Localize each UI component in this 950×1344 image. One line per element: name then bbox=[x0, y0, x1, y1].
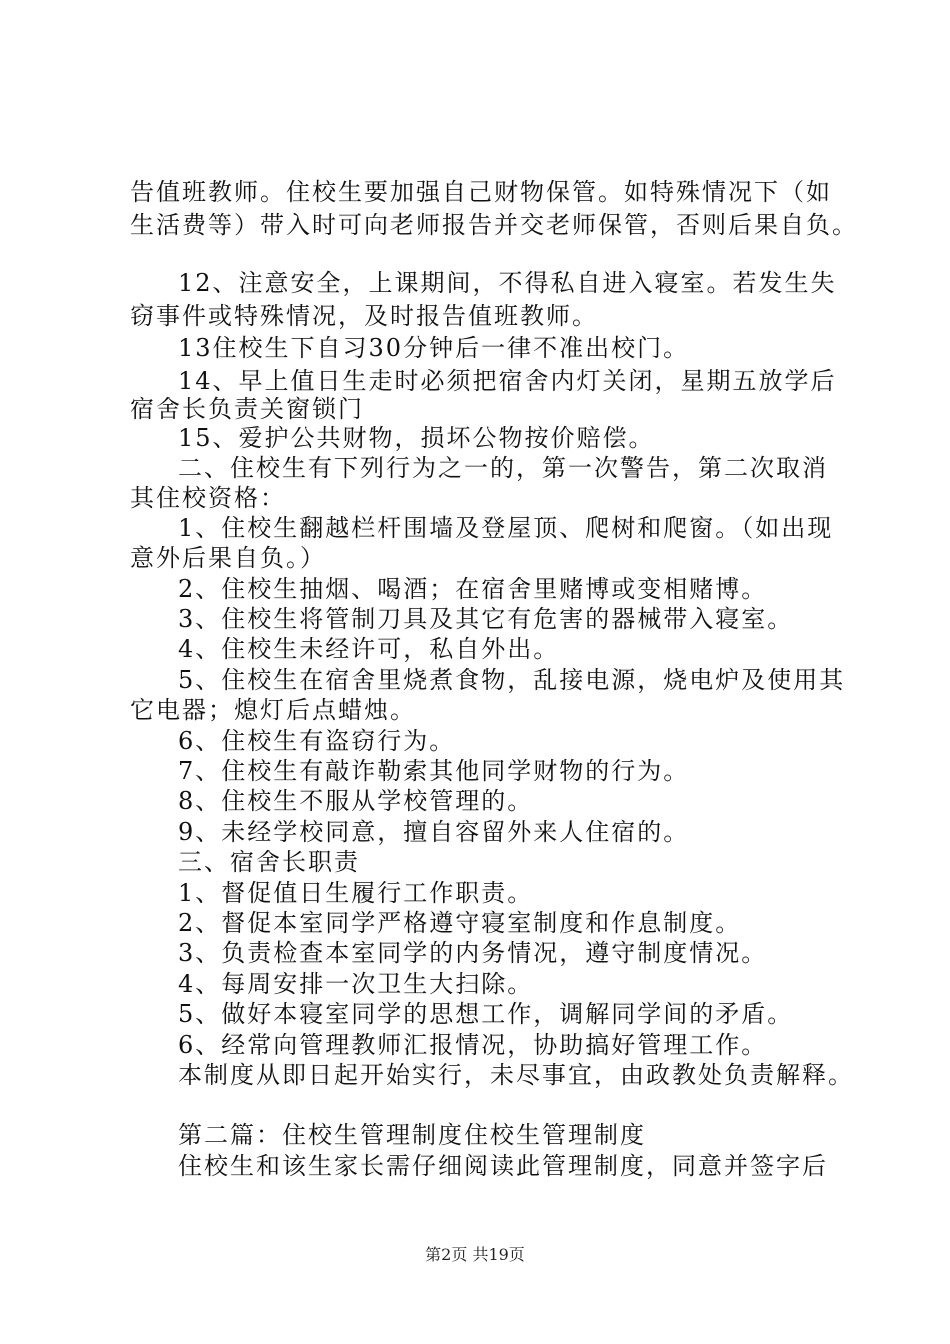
text-line: 13住校生下自习30分钟后一律不准出校门。 bbox=[178, 334, 690, 362]
text-line: 意外后果自负。） bbox=[130, 544, 326, 572]
text-line: 窃事件或特殊情况，及时报告值班教师。 bbox=[130, 302, 598, 330]
text-line: 12、注意安全，上课期间，不得私自进入寝室。若发生失 bbox=[178, 269, 837, 297]
text-line: 住校生和该生家长需仔细阅读此管理制度，同意并签字后 bbox=[178, 1152, 828, 1180]
text-line: 14、早上值日生走时必须把宿舍内灯关闭，星期五放学后 bbox=[178, 367, 837, 395]
text-line: 15、爱护公共财物，损坏公物按价赔偿。 bbox=[178, 424, 655, 452]
text-line: 4、住校生未经许可，私自外出。 bbox=[178, 635, 560, 663]
text-line: 3、负责检查本室同学的内务情况，遵守制度情况。 bbox=[178, 939, 768, 967]
text-line: 3、住校生将管制刀具及其它有危害的器械带入寝室。 bbox=[178, 605, 794, 633]
text-line: 2、督促本室同学严格遵守寝室制度和作息制度。 bbox=[178, 909, 742, 937]
text-line: 1、督促值日生履行工作职责。 bbox=[178, 879, 534, 907]
text-line: 4、每周安排一次卫生大扫除。 bbox=[178, 970, 534, 998]
section-heading: 二、住校生有下列行为之一的，第一次警告，第二次取消 bbox=[178, 454, 828, 482]
page-footer: 第2页 共19页 bbox=[425, 1245, 525, 1264]
text-line: 本制度从即日起开始实行，未尽事宜，由政教处负责解释。 bbox=[178, 1061, 854, 1089]
text-line: 5、做好本寝室同学的思想工作，调解同学间的矛盾。 bbox=[178, 1000, 794, 1028]
text-line: 5、住校生在宿舍里烧煮食物，乱接电源，烧电炉及使用其 bbox=[178, 666, 846, 694]
text-line: 告值班教师。住校生要加强自己财物保管。如特殊情况下（如 bbox=[130, 178, 832, 206]
text-line: 宿舍长负责关窗锁门 bbox=[130, 395, 364, 423]
text-line: 6、经常向管理教师汇报情况，协助搞好管理工作。 bbox=[178, 1031, 768, 1059]
text-line: 9、未经学校同意，擅自容留外来人住宿的。 bbox=[178, 818, 690, 846]
text-line: 1、住校生翻越栏杆围墙及登屋顶、爬树和爬窗。（如出现 bbox=[178, 514, 834, 542]
text-line: 它电器；熄灯后点蜡烛。 bbox=[130, 696, 416, 724]
text-line: 2、住校生抽烟、喝酒；在宿舍里赌博或变相赌博。 bbox=[178, 575, 768, 603]
text-line: 7、住校生有敲诈勒索其他同学财物的行为。 bbox=[178, 757, 690, 785]
text-line: 生活费等）带入时可向老师报告并交老师保管，否则后果自负。 bbox=[130, 211, 858, 239]
text-line: 6、住校生有盗窃行为。 bbox=[178, 727, 456, 755]
text-line: 其住校资格： bbox=[130, 484, 286, 512]
text-line: 8、住校生不服从学校管理的。 bbox=[178, 787, 534, 815]
section-heading: 三、宿舍长职责 bbox=[178, 848, 360, 876]
chapter-heading: 第二篇：住校生管理制度住校生管理制度 bbox=[178, 1121, 646, 1149]
